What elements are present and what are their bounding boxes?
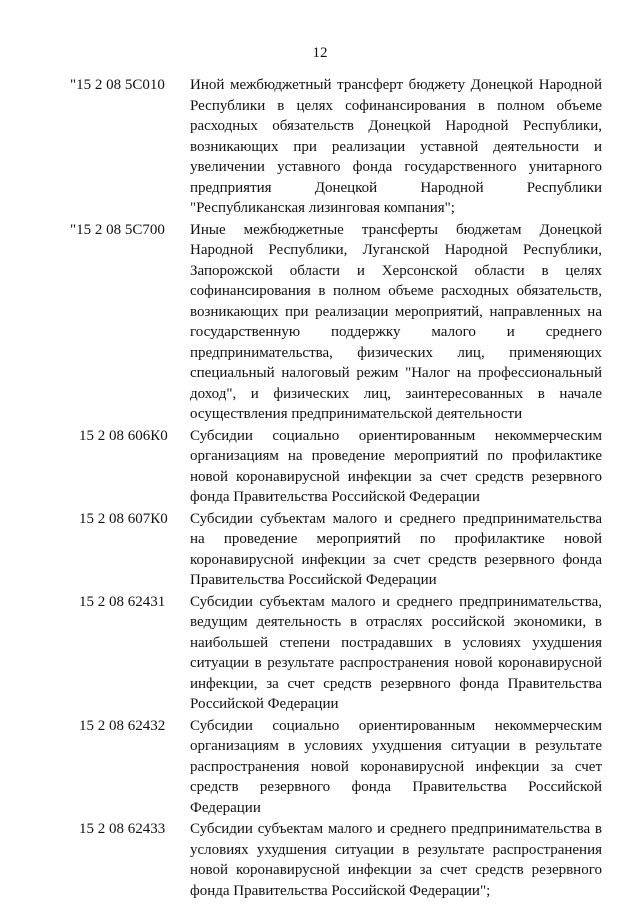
budget-code-description: Субсидии социально ориентированным некоммерческим организациям на проведение мероприятий по профилактике новой коронавирусной инфекции за счет средств резервного фонда Правительства Российской Федерации — [190, 427, 602, 505]
budget-code-entry — [0, 220, 640, 425]
budget-code-description: Иные межбюджетные трансферты бюджетам Донецкой Народной Республики, Луганской Народной Республики, Запорожской области и Херсонской области в целях софинансирования в полном объеме расходных обязательств, возникающих при реализации мероприятий, направленных на государственную поддержку малого и среднего предпринимательства, физических лиц, применяющих специальный налоговый режим "Налог на профессиональный доход", и физических лиц, заинтересованных в начале осуществления предпринимательской деятельности — [190, 221, 602, 422]
budget-code-description: Субсидии социально ориентированным некоммерческим организациям в условиях ухудшения ситуации в результате распространения новой коронавирусной инфекции за счет средств резервного фонда Правительства Российской Федерации — [190, 717, 602, 816]
budget-code-entry — [0, 592, 640, 715]
budget-code: "15 2 08 5С700 — [70, 221, 165, 238]
budget-code-list — [0, 75, 640, 902]
budget-code: 15 2 08 62431 — [79, 593, 166, 610]
budget-code: "15 2 08 5С010 — [70, 77, 165, 93]
budget-code-entry — [0, 426, 640, 508]
budget-code-entry — [0, 75, 640, 219]
budget-code-entry — [0, 716, 640, 819]
budget-code-description: Иной межбюджетный трансферт бюджету Донецкой Народной Республики в целях софинансирования в полном объеме расходных обязательств Донецкой Народной Республики, возникающих при реализации уставной деятельности и увеличении уставного фонда государственного унитарного предприятия Донецкой Народной Республики "Республиканская лизинговая компания"; — [190, 77, 602, 216]
budget-code-description: Субсидии субъектам малого и среднего предпринимательства на проведение мероприятий по профилактике новой коронавирусной инфекции за счет средств резервного фонда Правительства Российской Федерации — [190, 510, 602, 588]
page-number: 12 — [312, 45, 328, 61]
budget-code-description: Субсидии субъектам малого и среднего предпринимательства, ведущим деятельность в отраслях российской экономики, в наибольшей степени пострадавших в условиях ухудшения ситуации в результате распространения новой коронавирусной инфекции, за счет средств резервного фонда Правительства Российской Федерации — [190, 593, 602, 712]
budget-code: 15 2 08 607К0 — [79, 510, 168, 527]
budget-code-entry — [0, 509, 640, 591]
budget-code: 15 2 08 606К0 — [79, 427, 168, 444]
budget-code: 15 2 08 62433 — [79, 821, 166, 837]
budget-code: 15 2 08 62432 — [79, 717, 166, 734]
budget-code-entry — [0, 819, 640, 901]
budget-code-description: Субсидии субъектам малого и среднего предпринимательства в условиях ухудшения ситуации в результате распространения новой коронавирусной инфекции за счет средств резервного фонда Правительства Российской Федерации"; — [190, 821, 602, 899]
